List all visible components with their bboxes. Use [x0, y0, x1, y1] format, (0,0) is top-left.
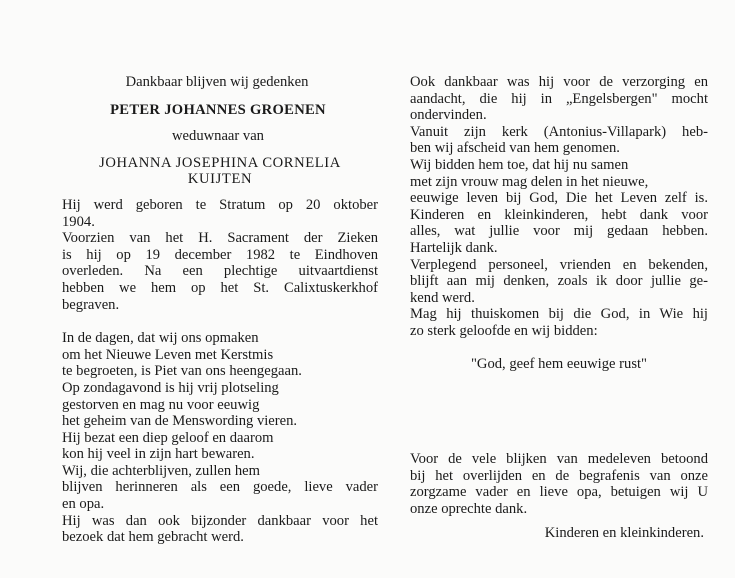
body-line: kend werd.	[410, 289, 475, 306]
poem-line: gestorven en mag nu voor eeuwig	[62, 396, 260, 413]
bio-line: Voorzien van het H. Sacrament der Zieken	[62, 230, 378, 247]
body-line: met zijn vrouw mag delen in het nieuwe,	[410, 173, 649, 190]
poem-line: het geheim van de Menswording vieren.	[62, 413, 298, 430]
spouse-name-line1: JOHANNA JOSEPHINA CORNELIA	[99, 154, 341, 171]
poem-line: blijven herinneren als een goede, lieve vader	[62, 479, 378, 496]
poem-line: In de dagen, dat wij ons opmaken	[62, 330, 259, 347]
bio-line: begraven.	[62, 296, 120, 313]
body-line: Vanuit zijn kerk (Antonius-Villapark) heb-	[410, 123, 708, 140]
relation-line: weduwnaar van	[172, 128, 264, 145]
bio-line: hebben we hem op het St. Calixtuskerkhof	[62, 279, 378, 296]
poem-line: om het Nieuwe Leven met Kerstmis	[62, 346, 274, 363]
body-line: zo sterk geloofde en wij bidden:	[410, 322, 598, 339]
body-line: blijft aan mij denken, zoals ik door jullie ge-	[410, 273, 708, 290]
thanks-paragraph	[410, 451, 708, 517]
body-line: aandacht, die hij in „Engelsbergen" mocht	[410, 90, 708, 107]
bio-line: overleden. Na een plechtige uitvaartdienst	[62, 263, 378, 280]
poem-line: Hij bezat een diep geloof en daarom	[62, 429, 274, 446]
bio-line: Hij werd geboren te Stratum op 20 oktober	[62, 196, 378, 213]
biography-paragraph	[62, 197, 378, 313]
right-column	[410, 74, 708, 542]
signature: Kinderen en kleinkinderen.	[544, 525, 704, 542]
body-line: Verplegend personeel, vrienden en bekenden,	[410, 256, 708, 273]
left-column	[62, 74, 378, 546]
thanks-line: onze oprechte dank.	[410, 500, 528, 517]
body-line: ondervinden.	[410, 107, 487, 124]
bio-line: is hij op 19 december 1982 te Eindhoven	[62, 246, 378, 263]
body-line: Mag hij thuiskomen bij die God, in Wie hij	[410, 306, 708, 323]
poem-line: Op zondagavond is hij vrij plotseling	[62, 379, 279, 396]
body-line: Hartelijk dank.	[410, 239, 498, 256]
poem-line: bezoek dat hem gebracht werd.	[62, 529, 244, 546]
bio-line: 1904.	[62, 213, 95, 230]
poem-line: kon hij veel in zijn hart bewaren.	[62, 446, 255, 463]
poem-line: Wij, die achterblijven, zullen hem	[62, 462, 260, 479]
intro-line: Dankbaar blijven wij gedenken	[125, 74, 309, 90]
prayer-quote: "God, geef hem eeuwige rust"	[470, 355, 648, 372]
poem-paragraph	[62, 330, 378, 546]
body-line: Wij bidden hem toe, dat hij nu samen	[410, 156, 629, 173]
thanks-line: bij het overlijden en de begrafenis van onze	[410, 467, 708, 484]
spouse-name-line2: KUIJTEN	[187, 171, 253, 188]
body-line: Ook dankbaar was hij voor de verzorging en	[410, 74, 708, 90]
thanks-line: zorgzame vader en lieve opa, betuigen wij U	[410, 484, 708, 501]
poem-line: te begroeten, is Piet van ons heengegaan.	[62, 363, 302, 380]
deceased-name: PETER JOHANNES GROENEN	[110, 101, 326, 118]
poem-line: en opa.	[62, 496, 105, 513]
body-line: Kinderen en kleinkinderen, hebt dank voor	[410, 206, 708, 223]
thanks-line: Voor de vele blijken van medeleven betoond	[410, 451, 708, 468]
gratitude-paragraph	[410, 74, 708, 340]
poem-line: Hij was dan ook bijzonder dankbaar voor het	[62, 512, 378, 529]
body-line: alles, wat jullie voor mij gedaan hebben.	[410, 223, 708, 240]
body-line: ben wij afscheid van hem genomen.	[410, 140, 620, 157]
body-line: eeuwige leven bij God, Die het Leven zelf is.	[410, 190, 708, 207]
